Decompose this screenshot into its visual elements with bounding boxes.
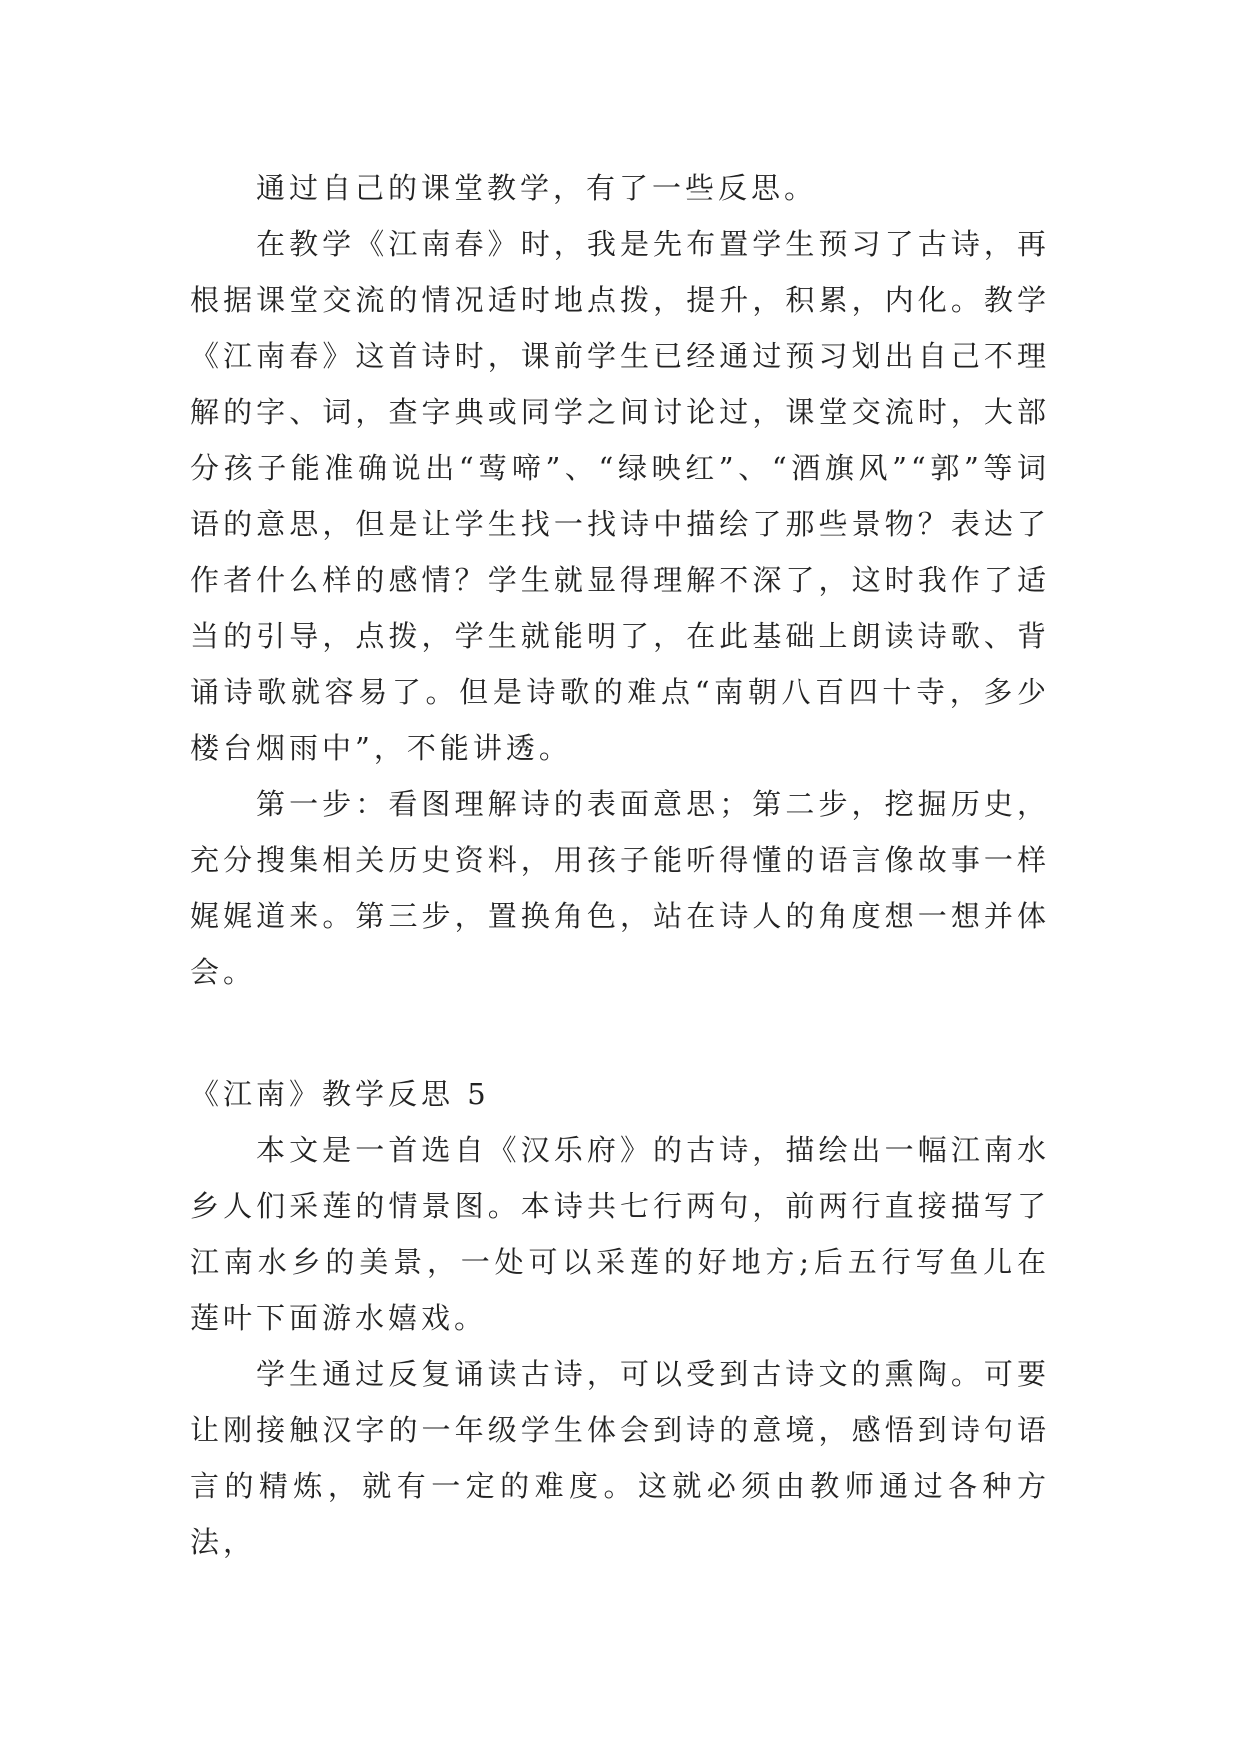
section-gap — [190, 1000, 1050, 1066]
document-body — [190, 160, 1050, 1570]
paragraph-jiangnanchun-teaching: 在教学《江南春》时，我是先布置学生预习了古诗，再根据课堂交流的情况适时地点拨，提升，积累，内化。教学《江南春》这首诗时，课前学生已经通过预习划出自己不理解的字、词，查字典或同学之间讨论过，课堂交流时，大部分孩子能准确说出“莺啼”、“绿映红”、“酒旗风”“郭”等词语的意思，但是让学生找一找诗中描绘了那些景物？表达了作者什么样的感情？学生就显得理解不深了，这时我作了适当的引导，点拨，学生就能明了，在此基础上朗读诗歌、背诵诗歌就容易了。但是诗歌的难点“南朝八百四十寺，多少楼台烟雨中”，不能讲透。 — [190, 227, 1050, 765]
paragraph-reflection-intro: 通过自己的课堂教学，有了一些反思。 — [256, 171, 818, 205]
paragraph-reading-practice: 学生通过反复诵读古诗，可以受到古诗文的熏陶。可要让刚接触汉字的一年级学生体会到诗的意境，感悟到诗句语言的精炼，就有一定的难度。这就必须由教师通过各种方法， — [190, 1357, 1050, 1559]
paragraph-poem-description: 本文是一首选自《汉乐府》的古诗，描绘出一幅江南水乡人们采莲的情景图。本诗共七行两句，前两行直接描写了江南水乡的美景，一处可以采莲的好地方;后五行写鱼儿在莲叶下面游水嬉戏。 — [190, 1133, 1050, 1335]
paragraph-teaching-steps: 第一步：看图理解诗的表面意思；第二步，挖掘历史，充分搜集相关历史资料，用孩子能听得懂的语言像故事一样娓娓道来。第三步，置换角色，站在诗人的角度想一想并体会。 — [190, 787, 1050, 989]
section-heading: 《江南》教学反思 5 — [190, 1077, 490, 1111]
